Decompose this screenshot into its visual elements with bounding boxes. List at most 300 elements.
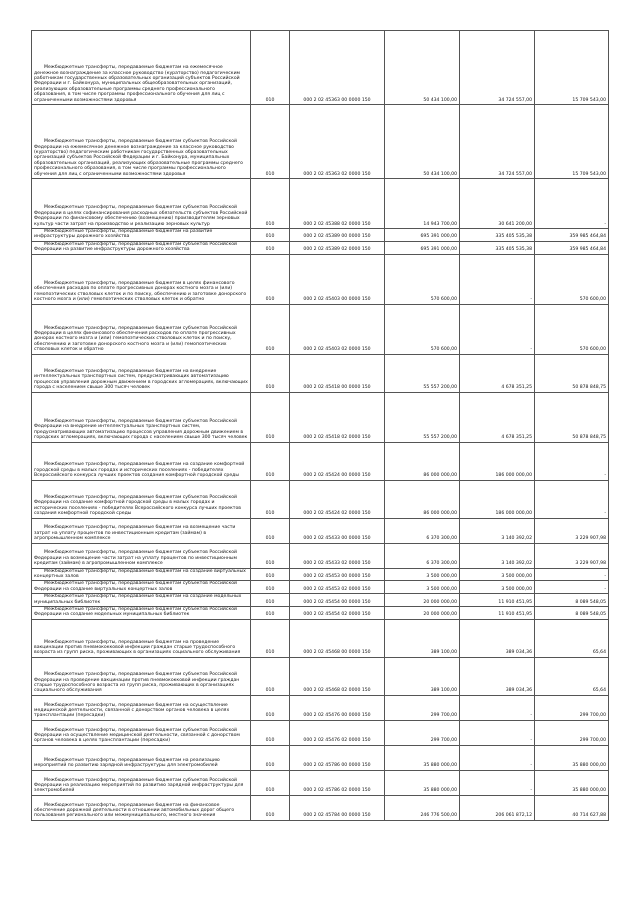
row-line-code-cell [251, 745, 290, 770]
row-executed-cell [460, 105, 535, 179]
row-executed-text: 4 678 351,25 [501, 385, 532, 391]
row-unexecuted-text: 65,64 [592, 688, 606, 694]
row-budget-code-text: 000 2 02 45476 02 0000 150 [303, 738, 371, 744]
row-name-cell [32, 594, 251, 607]
row-unexecuted-text: - [604, 473, 606, 479]
row-line-code-cell [251, 229, 290, 242]
table-row [32, 795, 609, 820]
row-name-text: Межбюджетные трансферты, передаваемые бюджетам субъектов Российской Федерации на ежемесячное денежное вознаграждение за классное руководство (кураторство) педагогическим работникам государственных образовательных организаций субъектов Российской Федерации и г. Байконура, муниципальных образовательных организаций, реализующих образовательные программы среднего профессионального образования, в том числе программы профессионального обучения для лиц с ограниченными возможностями здоровья [34, 139, 243, 177]
row-budget-code-text: 000 2 02 45476 00 0000 150 [303, 713, 371, 719]
row-approved-cell [385, 254, 460, 304]
row-budget-code-cell [290, 480, 385, 518]
row-name-cell [32, 31, 251, 105]
row-executed-text: 389 034,36 [505, 650, 532, 656]
row-budget-code-text: 000 2 02 45403 00 0000 150 [303, 297, 371, 303]
row-name-text: Межбюджетные трансферты, передаваемые бюджетам на реализацию мероприятий по развитию зарядной инфраструктуры для электромобилей [34, 758, 220, 769]
row-executed-text: - [530, 347, 532, 353]
row-line-code-cell [251, 254, 290, 304]
row-unexecuted-cell [535, 31, 609, 105]
row-approved-text: 299 700,00 [430, 738, 457, 744]
row-unexecuted-text: 299 700,00 [579, 713, 606, 719]
row-name-text: Межбюджетные трансферты, передаваемые бюджетам на создание виртуальных концертных залов [34, 568, 246, 580]
row-executed-text: 11 910 451,95 [498, 599, 532, 605]
row-approved-text: 3 500 000,00 [426, 586, 457, 592]
row-executed-cell [460, 695, 535, 720]
row-approved-text: 50 434 100,00 [423, 97, 457, 103]
row-name-cell [32, 241, 251, 254]
row-line-code-cell [251, 795, 290, 820]
row-line-code-cell [251, 179, 290, 229]
row-budget-code-cell [290, 795, 385, 820]
row-unexecuted-cell [535, 543, 609, 568]
row-unexecuted-text: - [604, 221, 606, 227]
row-line-code-cell [251, 480, 290, 518]
row-approved-cell [385, 568, 460, 581]
row-budget-code-text: 000 2 02 45454 02 0000 150 [303, 612, 371, 618]
row-executed-cell [460, 581, 535, 594]
row-executed-cell [460, 179, 535, 229]
row-budget-code-text: 000 2 02 45424 00 0000 150 [303, 473, 371, 479]
row-executed-text: 4 678 351,25 [501, 435, 532, 441]
row-executed-text: 335 405 535,38 [495, 234, 532, 240]
row-executed-text: 3 500 000,00 [501, 574, 532, 580]
row-executed-text: - [530, 738, 532, 744]
row-name-cell [32, 581, 251, 594]
row-unexecuted-cell [535, 105, 609, 179]
row-budget-code-cell [290, 745, 385, 770]
row-line-code-cell [251, 304, 290, 354]
row-executed-text: - [530, 297, 532, 303]
row-name-cell [32, 607, 251, 620]
row-approved-cell [385, 179, 460, 229]
row-budget-code-cell [290, 720, 385, 745]
row-unexecuted-text: 299 700,00 [579, 738, 606, 744]
row-unexecuted-text: 359 985 464,84 [569, 234, 606, 240]
row-executed-cell [460, 543, 535, 568]
table-row [32, 480, 609, 518]
row-executed-cell [460, 745, 535, 770]
row-approved-text: 389 100,00 [430, 688, 457, 694]
row-name-cell [32, 657, 251, 695]
row-approved-text: 695 391 000,00 [420, 234, 457, 240]
table-row [32, 745, 609, 770]
row-executed-cell [460, 229, 535, 242]
row-approved-text: 55 557 200,00 [423, 385, 457, 391]
table-row [32, 581, 609, 594]
row-executed-cell [460, 720, 535, 745]
row-unexecuted-text: 40 714 627,88 [572, 813, 606, 819]
row-approved-cell [385, 619, 460, 657]
row-budget-code-text: 000 2 02 45786 00 0000 150 [303, 763, 371, 769]
budget-transfers-table [31, 30, 609, 821]
row-unexecuted-cell [535, 581, 609, 594]
row-executed-cell [460, 304, 535, 354]
table-row [32, 354, 609, 392]
row-approved-text: 389 100,00 [430, 650, 457, 656]
row-line-code-cell [251, 695, 290, 720]
row-executed-text: 206 061 872,12 [495, 813, 532, 819]
row-unexecuted-cell [535, 354, 609, 392]
row-budget-code-cell [290, 354, 385, 392]
row-budget-code-cell [290, 392, 385, 442]
row-budget-code-text: 000 2 02 45433 00 0000 150 [303, 536, 371, 542]
row-name-cell [32, 720, 251, 745]
row-name-cell [32, 254, 251, 304]
row-approved-cell [385, 795, 460, 820]
row-unexecuted-text: 8 089 548,05 [575, 599, 606, 605]
row-executed-cell [460, 254, 535, 304]
row-line-code-text: 010 [265, 813, 275, 819]
row-executed-cell [460, 442, 535, 480]
row-executed-text: 3 140 392,02 [501, 561, 532, 567]
row-approved-cell [385, 480, 460, 518]
row-line-code-cell [251, 543, 290, 568]
row-unexecuted-text: 359 985 464,84 [569, 247, 606, 253]
row-approved-cell [385, 31, 460, 105]
row-unexecuted-text: 8 089 548,05 [575, 612, 606, 618]
row-executed-text: - [530, 788, 532, 794]
row-unexecuted-cell [535, 392, 609, 442]
row-budget-code-text: 000 2 02 45453 02 0000 150 [303, 586, 371, 592]
row-line-code-cell [251, 657, 290, 695]
table-row [32, 241, 609, 254]
row-executed-cell [460, 657, 535, 695]
row-unexecuted-text: 50 878 848,75 [572, 385, 606, 391]
row-unexecuted-text: - [604, 586, 606, 592]
row-budget-code-cell [290, 770, 385, 795]
row-approved-cell [385, 720, 460, 745]
row-approved-text: 695 391 000,00 [420, 247, 457, 253]
row-unexecuted-cell [535, 241, 609, 254]
table-row [32, 619, 609, 657]
row-line-code-text: 010 [265, 738, 275, 744]
row-budget-code-cell [290, 607, 385, 620]
row-budget-code-cell [290, 31, 385, 105]
row-unexecuted-cell [535, 480, 609, 518]
row-unexecuted-cell [535, 568, 609, 581]
row-line-code-cell [251, 619, 290, 657]
row-budget-code-text: 000 2 02 45786 02 0000 150 [303, 788, 371, 794]
table-row [32, 568, 609, 581]
row-name-cell [32, 543, 251, 568]
row-name-text: Межбюджетные трансферты, передаваемые бюджетам на создание модельных муниципальных библиотек [34, 594, 242, 605]
row-approved-cell [385, 594, 460, 607]
row-name-cell [32, 518, 251, 543]
row-line-code-text: 010 [265, 574, 275, 580]
row-approved-text: 35 880 000,00 [423, 788, 457, 794]
row-line-code-cell [251, 354, 290, 392]
row-name-text: Межбюджетные трансферты, передаваемые бюджетам субъектов Российской Федерации на создание комфортной городской среды в малых городах и исторических поселениях - победителях Всероссийского конкурса лучших проектов создания комфортной городской среды [34, 495, 242, 517]
row-line-code-text: 010 [265, 247, 275, 253]
row-approved-text: 299 700,00 [430, 713, 457, 719]
table-body [32, 31, 609, 821]
row-unexecuted-text: - [604, 511, 606, 517]
row-name-text: Межбюджетные трансферты, передаваемые бюджетам на финансовое обеспечение дорожной деятельности в отношении автомобильных дорог общего пользования регионального или межмуниципального, местного значения [34, 802, 235, 819]
row-name-cell [32, 795, 251, 820]
row-name-cell [32, 304, 251, 354]
row-budget-code-text: 000 2 02 45433 02 0000 150 [303, 561, 371, 567]
row-budget-code-text: 000 2 02 45453 00 0000 150 [303, 574, 371, 580]
row-unexecuted-cell [535, 619, 609, 657]
table-row [32, 392, 609, 442]
row-unexecuted-cell [535, 770, 609, 795]
row-line-code-text: 010 [265, 536, 275, 542]
row-executed-cell [460, 619, 535, 657]
table-row [32, 179, 609, 229]
row-budget-code-text: 000 2 02 45363 00 0000 150 [303, 97, 371, 103]
row-line-code-cell [251, 442, 290, 480]
row-approved-cell [385, 392, 460, 442]
row-line-code-cell [251, 720, 290, 745]
row-name-cell [32, 695, 251, 720]
row-budget-code-cell [290, 254, 385, 304]
row-line-code-cell [251, 568, 290, 581]
row-unexecuted-cell [535, 229, 609, 242]
row-executed-text: 30 641 200,00 [498, 221, 532, 227]
row-unexecuted-cell [535, 795, 609, 820]
row-budget-code-cell [290, 241, 385, 254]
row-line-code-text: 010 [265, 435, 275, 441]
table-row [32, 518, 609, 543]
row-name-cell [32, 229, 251, 242]
row-name-cell [32, 770, 251, 795]
row-line-code-cell [251, 392, 290, 442]
row-approved-text: 86 000 000,00 [423, 511, 457, 517]
row-approved-text: 20 000 000,00 [423, 599, 457, 605]
row-line-code-text: 010 [265, 97, 275, 103]
row-approved-cell [385, 304, 460, 354]
row-approved-cell [385, 518, 460, 543]
row-approved-cell [385, 354, 460, 392]
row-unexecuted-cell [535, 179, 609, 229]
row-executed-cell [460, 795, 535, 820]
row-approved-cell [385, 745, 460, 770]
row-budget-code-cell [290, 657, 385, 695]
row-unexecuted-text: 3 229 907,98 [575, 536, 606, 542]
row-budget-code-cell [290, 229, 385, 242]
row-executed-cell [460, 607, 535, 620]
row-unexecuted-cell [535, 254, 609, 304]
row-executed-cell [460, 568, 535, 581]
row-approved-text: 570 600,00 [430, 297, 457, 303]
row-line-code-cell [251, 241, 290, 254]
table-row [32, 31, 609, 105]
row-budget-code-text: 000 2 02 45468 02 0000 150 [303, 688, 371, 694]
row-unexecuted-text: 15 709 543,00 [572, 97, 606, 103]
row-name-text: Межбюджетные трансферты, передаваемые бюджетам субъектов Российской Федерации на проведение вакцинации против пневмококковой инфекции граждан старше трудоспособного возраста из групп риска, проживающих в организациях социального обслуживания [34, 672, 240, 694]
table-row [32, 657, 609, 695]
table-row [32, 770, 609, 795]
row-approved-cell [385, 607, 460, 620]
row-name-text: Межбюджетные трансферты, передаваемые бюджетам на проведение вакцинации против пневмококковой инфекции граждан старше трудоспособного возраста из групп риска, проживающих в организациях социального обслуживания [34, 639, 241, 656]
row-name-text: Межбюджетные трансферты, передаваемые бюджетам на внедрение интеллектуальных транспортных систем, предусматривающих автоматизацию процессов управления дорожным движением в городских агломерациях, включающих города с населением свыше 300 тысяч человек [34, 369, 248, 391]
row-budget-code-cell [290, 568, 385, 581]
row-line-code-text: 010 [265, 688, 275, 694]
row-approved-text: 3 500 000,00 [426, 574, 457, 580]
row-executed-text: 186 000 000,00 [495, 511, 532, 517]
table-row [32, 254, 609, 304]
row-unexecuted-cell [535, 594, 609, 607]
row-executed-text: 389 034,36 [505, 688, 532, 694]
row-approved-cell [385, 229, 460, 242]
table-row [32, 594, 609, 607]
row-approved-text: 35 880 000,00 [423, 763, 457, 769]
row-executed-text: - [530, 763, 532, 769]
row-line-code-cell [251, 581, 290, 594]
row-budget-code-text: 000 2 02 45784 00 0000 150 [303, 813, 371, 819]
row-unexecuted-cell [535, 657, 609, 695]
table-row [32, 695, 609, 720]
row-budget-code-cell [290, 179, 385, 229]
row-executed-text: 3 500 000,00 [501, 586, 532, 592]
row-approved-cell [385, 442, 460, 480]
table-row [32, 229, 609, 242]
row-unexecuted-text: 35 880 000,00 [572, 788, 606, 794]
row-name-text: Межбюджетные трансферты, передаваемые бюджетам на возмещение части затрат на уплату процентов по инвестиционным кредитам (займам) в агропромышленном комплексе [34, 525, 236, 542]
row-unexecuted-text: 35 880 000,00 [572, 763, 606, 769]
row-unexecuted-cell [535, 518, 609, 543]
row-budget-code-text: 000 2 02 45418 02 0000 150 [303, 435, 371, 441]
table-row [32, 607, 609, 620]
row-line-code-text: 010 [265, 612, 275, 618]
row-line-code-text: 010 [265, 763, 275, 769]
row-approved-text: 55 557 200,00 [423, 435, 457, 441]
row-line-code-text: 010 [265, 586, 275, 592]
table-row [32, 105, 609, 179]
row-line-code-cell [251, 105, 290, 179]
row-approved-cell [385, 581, 460, 594]
row-budget-code-cell [290, 581, 385, 594]
row-budget-code-cell [290, 695, 385, 720]
row-budget-code-text: 000 2 02 45403 02 0000 150 [303, 347, 371, 353]
row-budget-code-text: 000 2 02 45454 00 0000 150 [303, 599, 371, 605]
row-name-text: Межбюджетные трансферты, передаваемые бюджетам на осуществление медицинской деятельности, связанной с донорством органов человека в целях трансплантации (пересадки) [34, 702, 230, 719]
row-unexecuted-text: 65,64 [592, 650, 606, 656]
row-executed-cell [460, 354, 535, 392]
table-row [32, 304, 609, 354]
row-line-code-text: 010 [265, 713, 275, 719]
row-unexecuted-text: 15 709 543,00 [572, 171, 606, 177]
row-name-text: Межбюджетные трансферты, передаваемые бюджетам на развитие инфраструктуры дорожного хозяйства [34, 229, 213, 240]
row-executed-cell [460, 518, 535, 543]
row-line-code-text: 010 [265, 650, 275, 656]
row-name-cell [32, 105, 251, 179]
row-executed-cell [460, 594, 535, 607]
row-line-code-text: 010 [265, 788, 275, 794]
row-executed-text: 11 910 451,95 [498, 612, 532, 618]
row-line-code-text: 010 [265, 347, 275, 353]
row-budget-code-text: 000 2 02 45424 02 0000 150 [303, 511, 371, 517]
row-executed-text: - [530, 713, 532, 719]
row-approved-cell [385, 543, 460, 568]
row-executed-text: 3 140 392,02 [501, 536, 532, 542]
row-line-code-text: 010 [265, 234, 275, 240]
row-budget-code-text: 000 2 02 45363 02 0000 150 [303, 171, 371, 177]
row-executed-cell [460, 241, 535, 254]
row-approved-cell [385, 241, 460, 254]
row-executed-text: 186 000 000,00 [495, 473, 532, 479]
row-budget-code-cell [290, 304, 385, 354]
row-budget-code-cell [290, 543, 385, 568]
row-unexecuted-cell [535, 720, 609, 745]
row-approved-cell [385, 770, 460, 795]
row-name-text: Межбюджетные трансферты, передаваемые бюджетам субъектов Российской Федерации на создание модельных муниципальных библиотек [34, 607, 238, 618]
row-executed-cell [460, 392, 535, 442]
row-executed-cell [460, 31, 535, 105]
row-unexecuted-cell [535, 745, 609, 770]
row-executed-cell [460, 770, 535, 795]
row-budget-code-text: 000 2 02 45389 02 0000 150 [303, 247, 371, 253]
row-name-text: Межбюджетные трансферты, передаваемые бюджетам субъектов Российской Федерации на развитие инфраструктуры дорожного хозяйства [34, 241, 238, 253]
row-line-code-cell [251, 607, 290, 620]
row-name-text: Межбюджетные трансферты, передаваемые бюджетам субъектов Российской Федерации в целях софинансирования расходных обязательств субъектов Российской Федерации по финансовому обеспечению (возмещению) производителям зерновых культур части затрат на производство и реализацию зерновых культур [34, 205, 248, 227]
row-approved-text: 570 600,00 [430, 347, 457, 353]
row-approved-text: 246 776 500,00 [420, 813, 457, 819]
row-line-code-cell [251, 518, 290, 543]
row-name-text: Межбюджетные трансферты, передаваемые бюджетам на ежемесячное денежное вознаграждение за классное руководство (кураторство) педагогическим работникам государственных образовательных организаций субъектов Российской Федерации и г. Байконура, муниципальных общеобразовательных организаций, реализующих образовательные программы среднего профессионального образования, в том числе программы профессионального обучения для лиц с ограниченными возможностями здоровья [34, 65, 241, 103]
row-name-cell [32, 480, 251, 518]
row-name-cell [32, 392, 251, 442]
row-line-code-text: 010 [265, 385, 275, 391]
report-page [31, 30, 608, 821]
row-unexecuted-cell [535, 442, 609, 480]
row-approved-text: 14 943 700,00 [423, 221, 457, 227]
row-budget-code-text: 000 2 02 45388 02 0000 150 [303, 221, 371, 227]
row-budget-code-text: 000 2 02 45468 00 0000 150 [303, 650, 371, 656]
row-executed-cell [460, 480, 535, 518]
row-executed-text: 335 405 535,38 [495, 247, 532, 253]
row-line-code-text: 010 [265, 221, 275, 227]
table-row [32, 720, 609, 745]
row-approved-text: 20 000 000,00 [423, 612, 457, 618]
row-unexecuted-text: 50 878 848,75 [572, 435, 606, 441]
row-name-text: Межбюджетные трансферты, передаваемые бюджетам субъектов Российской Федерации на реализацию мероприятий по развитию зарядной инфраструктуры для электромобилей [34, 777, 244, 794]
row-line-code-cell [251, 594, 290, 607]
row-unexecuted-text: 3 229 907,98 [575, 561, 606, 567]
row-unexecuted-text: - [604, 574, 606, 580]
row-unexecuted-cell [535, 304, 609, 354]
row-budget-code-text: 000 2 02 45389 00 0000 150 [303, 234, 371, 240]
row-approved-cell [385, 105, 460, 179]
row-approved-text: 50 434 100,00 [423, 171, 457, 177]
row-approved-cell [385, 657, 460, 695]
row-line-code-text: 010 [265, 599, 275, 605]
row-approved-cell [385, 695, 460, 720]
row-name-cell [32, 568, 251, 581]
row-name-text: Межбюджетные трансферты, передаваемые бюджетам субъектов Российской Федерации на внедрение интеллектуальных транспортных систем, предусматривающих автоматизацию процессов управления дорожным движением в городских агломерациях, включающих города с населением свыше 300 тысяч человек [34, 419, 248, 441]
row-line-code-text: 010 [265, 473, 275, 479]
row-executed-text: 34 724 557,00 [498, 171, 532, 177]
row-name-text: Межбюджетные трансферты, передаваемые бюджетам субъектов Российской Федерации на осуществление медицинской деятельности, связанной с донорством органов человека в целях трансплантации (пересадки) [34, 727, 240, 744]
row-name-text: Межбюджетные трансферты, передаваемые бюджетам субъектов Российской Федерации в целях финансового обеспечения расходов по оплате прогрессивных донорах костного мозга и (или) гемопоэтических стволовых клеток и по поиску, обеспечению и заготовке донорского костного мозга и (или) гемопоэтических стволовых клеток и обратно [34, 325, 238, 353]
row-name-text: Межбюджетные трансферты, передаваемые бюджетам субъектов Российской Федерации на создание виртуальных концертных залов [34, 581, 238, 592]
row-line-code-cell [251, 770, 290, 795]
row-name-text: Межбюджетные трансферты, передаваемые бюджетам субъектов Российской Федерации на возмещение части затрат на уплату процентов по инвестиционным кредитам (займам) в агропромышленном комплексе [34, 550, 238, 567]
row-executed-text: 34 724 557,00 [498, 97, 532, 103]
row-name-cell [32, 354, 251, 392]
row-budget-code-cell [290, 619, 385, 657]
row-unexecuted-cell [535, 607, 609, 620]
row-unexecuted-text: 570 600,00 [579, 347, 606, 353]
row-line-code-text: 010 [265, 561, 275, 567]
row-line-code-text: 010 [265, 171, 275, 177]
row-budget-code-text: 000 2 02 45418 00 0000 150 [303, 385, 371, 391]
row-budget-code-cell [290, 105, 385, 179]
row-name-cell [32, 442, 251, 480]
row-unexecuted-text: 570 600,00 [579, 297, 606, 303]
row-budget-code-cell [290, 442, 385, 480]
row-name-cell [32, 179, 251, 229]
